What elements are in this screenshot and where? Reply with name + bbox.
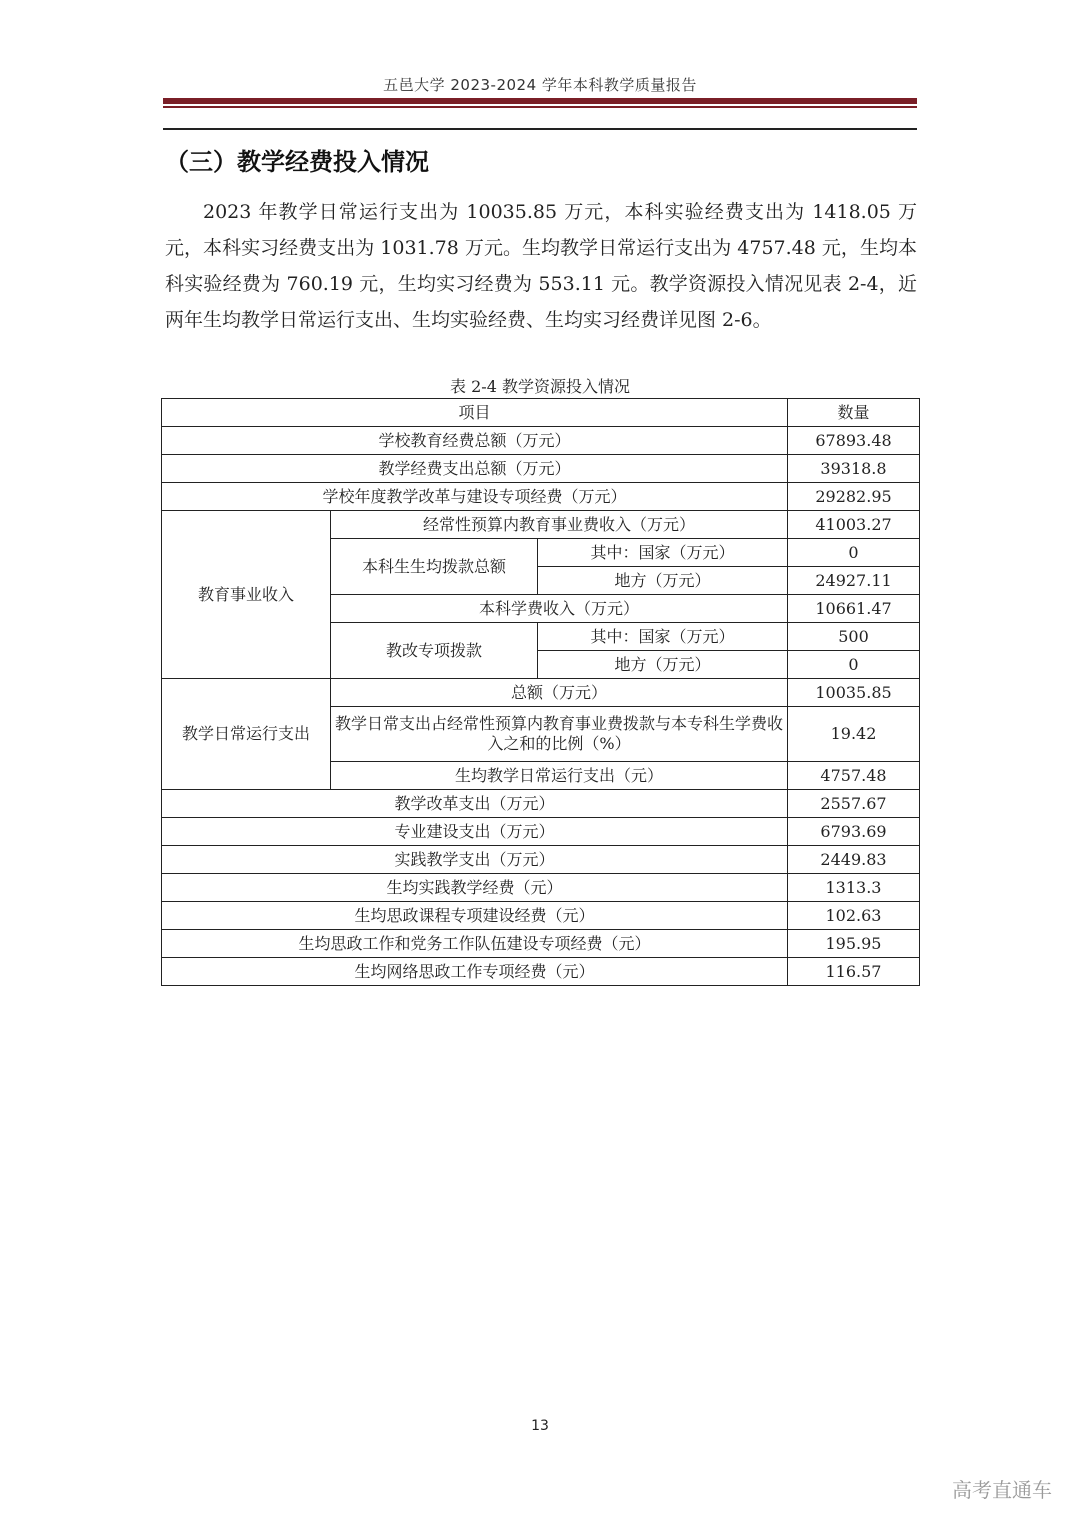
- table-row: [162, 790, 920, 818]
- row-value: 10035.85: [788, 679, 920, 707]
- row-label: 地方（万元）: [538, 651, 788, 679]
- row-value: 2449.83: [788, 846, 920, 874]
- subgroup-label: 教改专项拨款: [331, 623, 538, 679]
- table-row: [162, 874, 920, 902]
- row-value: 4757.48: [788, 762, 920, 790]
- table-row: [162, 818, 920, 846]
- table-row: [162, 930, 920, 958]
- row-value: 0: [788, 539, 920, 567]
- row-value: 29282.95: [788, 483, 920, 511]
- header-rule-thin: [163, 106, 917, 108]
- row-value: 500: [788, 623, 920, 651]
- row-label: 实践教学支出（万元）: [162, 846, 788, 874]
- group-label-income: 教育事业收入: [162, 511, 331, 679]
- watermark: 高考直通车: [952, 1478, 1052, 1502]
- page-number: 13: [531, 1418, 549, 1434]
- row-label: 生均教学日常运行支出（元）: [331, 762, 788, 790]
- table-header-row: [162, 399, 920, 427]
- table-row: [162, 846, 920, 874]
- row-value: 0: [788, 651, 920, 679]
- row-value: 24927.11: [788, 567, 920, 595]
- row-value: 116.57: [788, 958, 920, 986]
- row-label: 经常性预算内教育事业费收入（万元）: [331, 511, 788, 539]
- row-value: 195.95: [788, 930, 920, 958]
- row-label: 生均网络思政工作专项经费（元）: [162, 958, 788, 986]
- row-label: 教学日常支出占经常性预算内教育事业费拨款与本专科生学费收入之和的比例（%）: [331, 707, 788, 762]
- section-title: （三）教学经费投入情况: [165, 148, 429, 176]
- body-paragraph: 2023 年教学日常运行支出为 10035.85 万元，本科实验经费支出为 1418.05 万元，本科实习经费支出为 1031.78 万元。生均教学日常运行支出为 4757.48 元，生均本科实验经费为 760.19 元，生均实习经费为 553.11 元。教学资源投入情况见表 2-4，近两年生均教学日常运行支出、生均实验经费、生均实习经费详见图 2-6。: [165, 201, 917, 331]
- table-caption: 表 2-4 教学资源投入情况: [450, 377, 630, 396]
- row-value: 6793.69: [788, 818, 920, 846]
- section-divider: [163, 128, 917, 130]
- row-label: 学校年度教学改革与建设专项经费（万元）: [162, 483, 788, 511]
- header-rule-thick: [163, 98, 917, 104]
- row-value: 39318.8: [788, 455, 920, 483]
- row-label: 本科学费收入（万元）: [331, 595, 788, 623]
- subgroup-label: 本科生生均拨款总额: [331, 539, 538, 595]
- header-cell-value: 数量: [788, 399, 920, 427]
- row-value: 2557.67: [788, 790, 920, 818]
- row-label: 生均实践教学经费（元）: [162, 874, 788, 902]
- table-row: [162, 427, 920, 455]
- table-row: [162, 455, 920, 483]
- row-label: 专业建设支出（万元）: [162, 818, 788, 846]
- row-value: 102.63: [788, 902, 920, 930]
- group-label-daily: 教学日常运行支出: [162, 679, 331, 790]
- row-label: 其中：国家（万元）: [538, 623, 788, 651]
- table-row: [162, 679, 920, 707]
- row-value: 41003.27: [788, 511, 920, 539]
- table-row: [162, 511, 920, 539]
- row-label: 教学经费支出总额（万元）: [162, 455, 788, 483]
- table-row: [162, 902, 920, 930]
- row-label: 教学改革支出（万元）: [162, 790, 788, 818]
- row-label: 其中：国家（万元）: [538, 539, 788, 567]
- row-label: 地方（万元）: [538, 567, 788, 595]
- row-value: 19.42: [788, 707, 920, 762]
- row-label: 总额（万元）: [331, 679, 788, 707]
- resource-table: [161, 398, 920, 986]
- row-value: 1313.3: [788, 874, 920, 902]
- row-label: 学校教育经费总额（万元）: [162, 427, 788, 455]
- row-label: 生均思政工作和党务工作队伍建设专项经费（元）: [162, 930, 788, 958]
- header-cell-item: 项目: [162, 399, 788, 427]
- page-header: 五邑大学 2023-2024 学年本科教学质量报告: [383, 76, 697, 94]
- row-label: 生均思政课程专项建设经费（元）: [162, 902, 788, 930]
- table-row: [162, 958, 920, 986]
- row-value: 67893.48: [788, 427, 920, 455]
- row-value: 10661.47: [788, 595, 920, 623]
- table-row: [162, 483, 920, 511]
